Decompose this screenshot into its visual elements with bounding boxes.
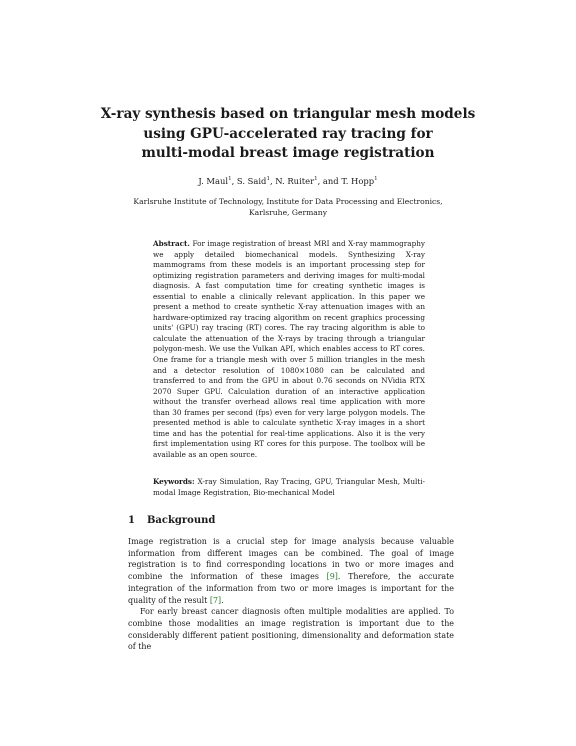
paragraph-text: . Therefore, the accurate integration of the information from two or more images is important for the quality of the result (128, 572, 454, 605)
paragraph (128, 606, 454, 653)
section-heading (128, 515, 215, 526)
abstract-text: For image registration of breast MRI and X-ray mammography we apply detailed biomechanical models. Synthesizing X-ray mammograms from these models is an important processing step for optimizing registration parameters and deriving images for multi-modal diagnosis. A fast computation time for creating synthetic images is essential to enable a clinically relevant application. In this paper we present a method to create synthetic X-ray attenuation images with an hardware-optimized ray tracing algorithm on recent graphics processing units' (GPU) ray tracing (RT) cores. The ray tracing algorithm is able to calculate the attenuation of the X-rays by tracing through a triangular polygon-mesh. We use the Vulkan API, which enables access to RT cores. One frame for a triangle mesh with over 5 million triangles in the mesh and a detector resolution of 1080×1080 can be calculated and transferred to and from the GPU in about 0.76 seconds on NVidia RTX 2070 Super GPU. Calculation duration of an interactive application without the transfer overhead allows real time application with more than 30 frames per second (fps) even for very large polygon models. The presented method is able to calculate synthetic X-ray images in a short time and has the potential for real-time applications. Also it is the very first implementation using RT cores for this purpose. The toolbox will be available as an open source. (153, 239, 425, 459)
paragraph-text: Image registration is a crucial step for image analysis because valuable information from different images can be combined. The goal of image registration is to find corresponding locations in two or more images and combine the information of these images (128, 537, 454, 582)
citation-link[interactable]: [9] (326, 572, 338, 582)
affiliation-line: Karlsruhe, Germany (249, 208, 327, 217)
section-number: 1 (128, 515, 135, 526)
keywords (153, 477, 425, 498)
title-line: multi-modal breast image registration (141, 145, 435, 161)
section-title: Background (146, 515, 216, 526)
paragraph (128, 536, 454, 606)
paragraph-text: . (221, 595, 224, 605)
affiliation (100, 196, 476, 218)
citation-link[interactable]: [7] (209, 595, 222, 605)
paper-title (60, 105, 516, 164)
abstract-label: Abstract. (153, 239, 190, 248)
author-affiliation-mark: 1 (314, 176, 318, 183)
paragraph-text: For early breast cancer diagnosis often multiple modalities are applied. To combine those modalities an image registration is important due to the considerably different patient positioning, dimensionality and deformation state of the (128, 607, 454, 652)
title-line: using GPU-accelerated ray tracing for (143, 125, 433, 142)
author-name: J. Maul (198, 176, 229, 186)
author-name: T. Hopp (341, 176, 375, 186)
keywords-label: Keywords: (153, 477, 195, 486)
author-affiliation-mark: 1 (374, 176, 378, 183)
affiliation-line: Karlsruhe Institute of Technology, Institute for Data Processing and Electronics, (133, 197, 443, 206)
author-name: N. Ruiter (275, 176, 315, 186)
keywords-text: X-ray Simulation, Ray Tracing, GPU, Triangular Mesh, Multi-modal Image Registration, Bio-mechanical Model (153, 477, 425, 497)
author-list: J. Maul$^1$, S. Said$^1$, N. Ruiter$^1$, and T. Hopp$^1$ (198, 176, 378, 186)
abstract (153, 239, 425, 460)
title-line: X-ray synthesis based on triangular mesh models (100, 106, 476, 122)
author-name: S. Said (236, 176, 267, 186)
author-affiliation-mark: 1 (228, 176, 232, 183)
body-text (128, 536, 454, 653)
author-affiliation-mark: 1 (266, 176, 270, 183)
